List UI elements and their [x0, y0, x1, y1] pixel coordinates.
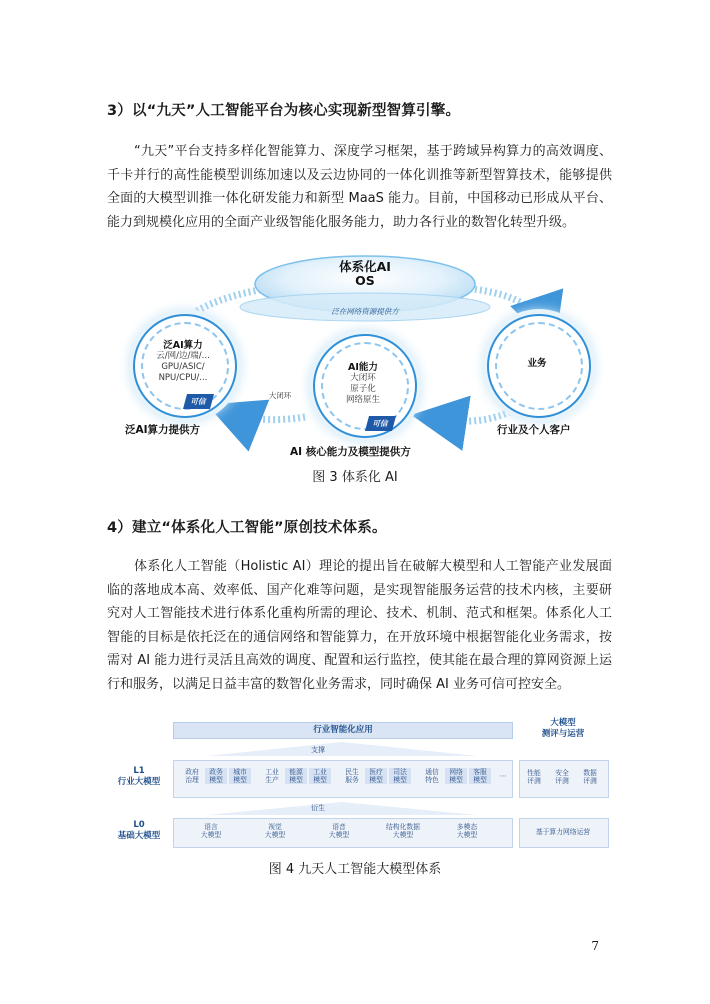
model-cell-line: 大模型	[456, 831, 478, 839]
model-cell-line: 评测	[583, 777, 597, 785]
os-title-line-2: OS	[355, 273, 375, 288]
support-label: 支撑	[311, 746, 325, 754]
loop-label: 大闭环	[268, 391, 292, 400]
model-cell-line: 性能	[527, 769, 541, 777]
section-3-heading: 3）以“九天”人工智能平台为核心实现新型智算引擎。	[107, 103, 461, 119]
model-cell	[365, 768, 387, 784]
model-cell-line: 特色	[425, 776, 439, 784]
model-cell-line: 模型	[393, 776, 407, 784]
section-4-heading: 4）建立“体系化人工智能”原创技术体系。	[107, 520, 387, 536]
model-cell	[421, 768, 443, 784]
model-cell-line: 评测	[555, 777, 569, 785]
l0-label	[107, 820, 171, 842]
model-cell	[341, 768, 363, 784]
model-cell-line: 网络	[449, 768, 463, 776]
model-cell	[469, 768, 491, 784]
model-cell	[285, 768, 307, 784]
model-cell	[261, 768, 283, 784]
model-cell-line: 模型	[449, 776, 463, 784]
left-ring-text	[143, 340, 223, 384]
model-cell-line: 语音	[332, 823, 346, 831]
left-ring-line-1: 云/网/边/端/...	[156, 351, 210, 361]
model-cell-line: 大模型	[392, 831, 414, 839]
left-ring-line-3: NPU/CPU/...	[158, 373, 208, 383]
left-ring-title: 泛AI算力	[163, 340, 203, 351]
model-cell-line: 医疗	[369, 768, 383, 776]
model-cell	[389, 768, 411, 784]
left-ring-line-2: GPU/ASIC/	[161, 362, 205, 372]
model-cell	[245, 823, 305, 839]
l0-name: 基础大模型	[117, 831, 161, 841]
model-cell-line: 语言	[204, 823, 218, 831]
figure-4-caption: 图 4 九天人工智能大模型体系	[268, 862, 442, 877]
figure-3-caption: 图 3 体系化 AI	[312, 470, 398, 485]
model-cell-line: 治理	[185, 776, 199, 784]
model-cell-line: 结构化数据	[386, 823, 420, 831]
model-cell	[181, 823, 241, 839]
l1-name: 行业大模型	[117, 777, 161, 787]
center-trusted-badge: 可信	[365, 416, 396, 431]
center-ring-title: AI能力	[348, 362, 378, 373]
center-ring-text	[323, 362, 403, 406]
l1-code: L1	[133, 766, 145, 776]
eval-ops-title-2: 测评与运营	[541, 729, 585, 739]
model-cell	[181, 768, 203, 784]
model-cell-line: 能源	[289, 768, 303, 776]
model-cell-line: 生产	[265, 776, 279, 784]
model-cell	[229, 768, 251, 784]
model-cell-line: 工业	[265, 768, 279, 776]
section-3-paragraph	[107, 140, 612, 234]
left-trusted-badge: 可信	[183, 394, 214, 409]
center-ring-line-3: 网络原生	[345, 395, 380, 405]
model-cell-line: 评测	[527, 777, 541, 785]
model-cell-line: 安全	[555, 769, 569, 777]
model-cell-line: 模型	[289, 776, 303, 784]
right-ring-text	[497, 358, 577, 369]
model-cell-line: 模型	[313, 776, 327, 784]
model-cell	[577, 769, 603, 785]
ellipsis: ⋯	[499, 772, 507, 780]
model-cell-line: 数据	[583, 769, 597, 777]
model-cell	[521, 769, 547, 785]
ops-label: 基于算力网络运营	[535, 828, 591, 836]
right-ring-title: 业务	[527, 358, 547, 369]
model-cell-line: 模型	[209, 776, 223, 784]
model-cell-line: 模型	[473, 776, 487, 784]
derive-label: 衍生	[311, 804, 325, 812]
model-cell	[549, 769, 575, 785]
model-cell	[437, 823, 497, 839]
model-cell-line: 视觉	[268, 823, 282, 831]
os-title	[295, 260, 435, 288]
center-provider-label: AI 核心能力及模型提供方	[290, 446, 411, 458]
model-cell	[309, 768, 331, 784]
model-cell-line: 大模型	[200, 831, 222, 839]
left-provider-label: 泛AI算力提供方	[125, 424, 201, 436]
model-cell	[373, 823, 433, 839]
section-4-paragraph	[107, 555, 612, 696]
model-cell-line: 多模态	[456, 823, 478, 831]
l1-label	[107, 766, 171, 788]
right-customer-label: 行业及个人客户	[497, 424, 571, 436]
model-cell-line: 大模型	[328, 831, 350, 839]
l0-code: L0	[133, 820, 145, 830]
paragraph-text: “九天”平台支持多样化智能算力、深度学习框架，基于跨域异构算力的高效调度、千卡并行的高性能模型训练加速以及云边协同的一体化训推等新型智算技术，能够提供全面的大模型训推一体化研发能力和新型 MaaS 能力。目前，中国移动已形成从平台、能力到规模化应用的全面产业级智能化服务能力，助力各行业的数智化转型升级。	[107, 144, 612, 230]
model-cell-line: 大模型	[264, 831, 286, 839]
figure-3-holistic-ai-diagram	[125, 252, 600, 462]
center-ring-line-2: 原子化	[350, 384, 376, 394]
center-ring-line-1: 大闭环	[350, 373, 376, 383]
page-number: 7	[591, 939, 599, 953]
model-cell-line: 模型	[233, 776, 247, 784]
model-cell-line: 服务	[345, 776, 359, 784]
model-cell-line: 工业	[313, 768, 327, 776]
model-cell-line: 民生	[345, 768, 359, 776]
model-cell-line: 政务	[209, 768, 223, 776]
model-cell-line: 司法	[393, 768, 407, 776]
eval-ops-title-1: 大模型	[550, 718, 576, 728]
os-title-line-1: 体系化AI	[339, 259, 391, 274]
model-cell	[309, 823, 369, 839]
model-cell	[205, 768, 227, 784]
model-cell-line: 模型	[369, 776, 383, 784]
model-cell-line: 通信	[425, 768, 439, 776]
paragraph-text: 体系化人工智能（Holistic AI）理论的提出旨在破解大模型和人工智能产业发展面临的落地成本高、效率低、国产化难等问题，是实现智能服务运营的技术内核，主要研究对人工智能技术进行体系化重构所需的理论、技术、机制、范式和框架。体系化人工智能的目标是依托泛在的通信网络和智能算力，在开放环境中根据智能化业务需求，按需对 AI 能力进行灵活且高效的调度、配置和运行监控，使其能在最合理的算网资源上运行和服务，以满足日益丰富的数智化业务需求，同时确保 AI 业务可信可控安全。	[107, 559, 612, 692]
model-cell-line: 政府	[185, 768, 199, 776]
os-subtitle: 泛在网络资源提供方	[331, 307, 399, 316]
industry-app-bar: 行业智能化应用	[173, 722, 513, 739]
model-cell-line: 城市	[233, 768, 247, 776]
figure-4-model-system	[107, 712, 607, 852]
model-cell	[445, 768, 467, 784]
model-cell-line: 客服	[473, 768, 487, 776]
